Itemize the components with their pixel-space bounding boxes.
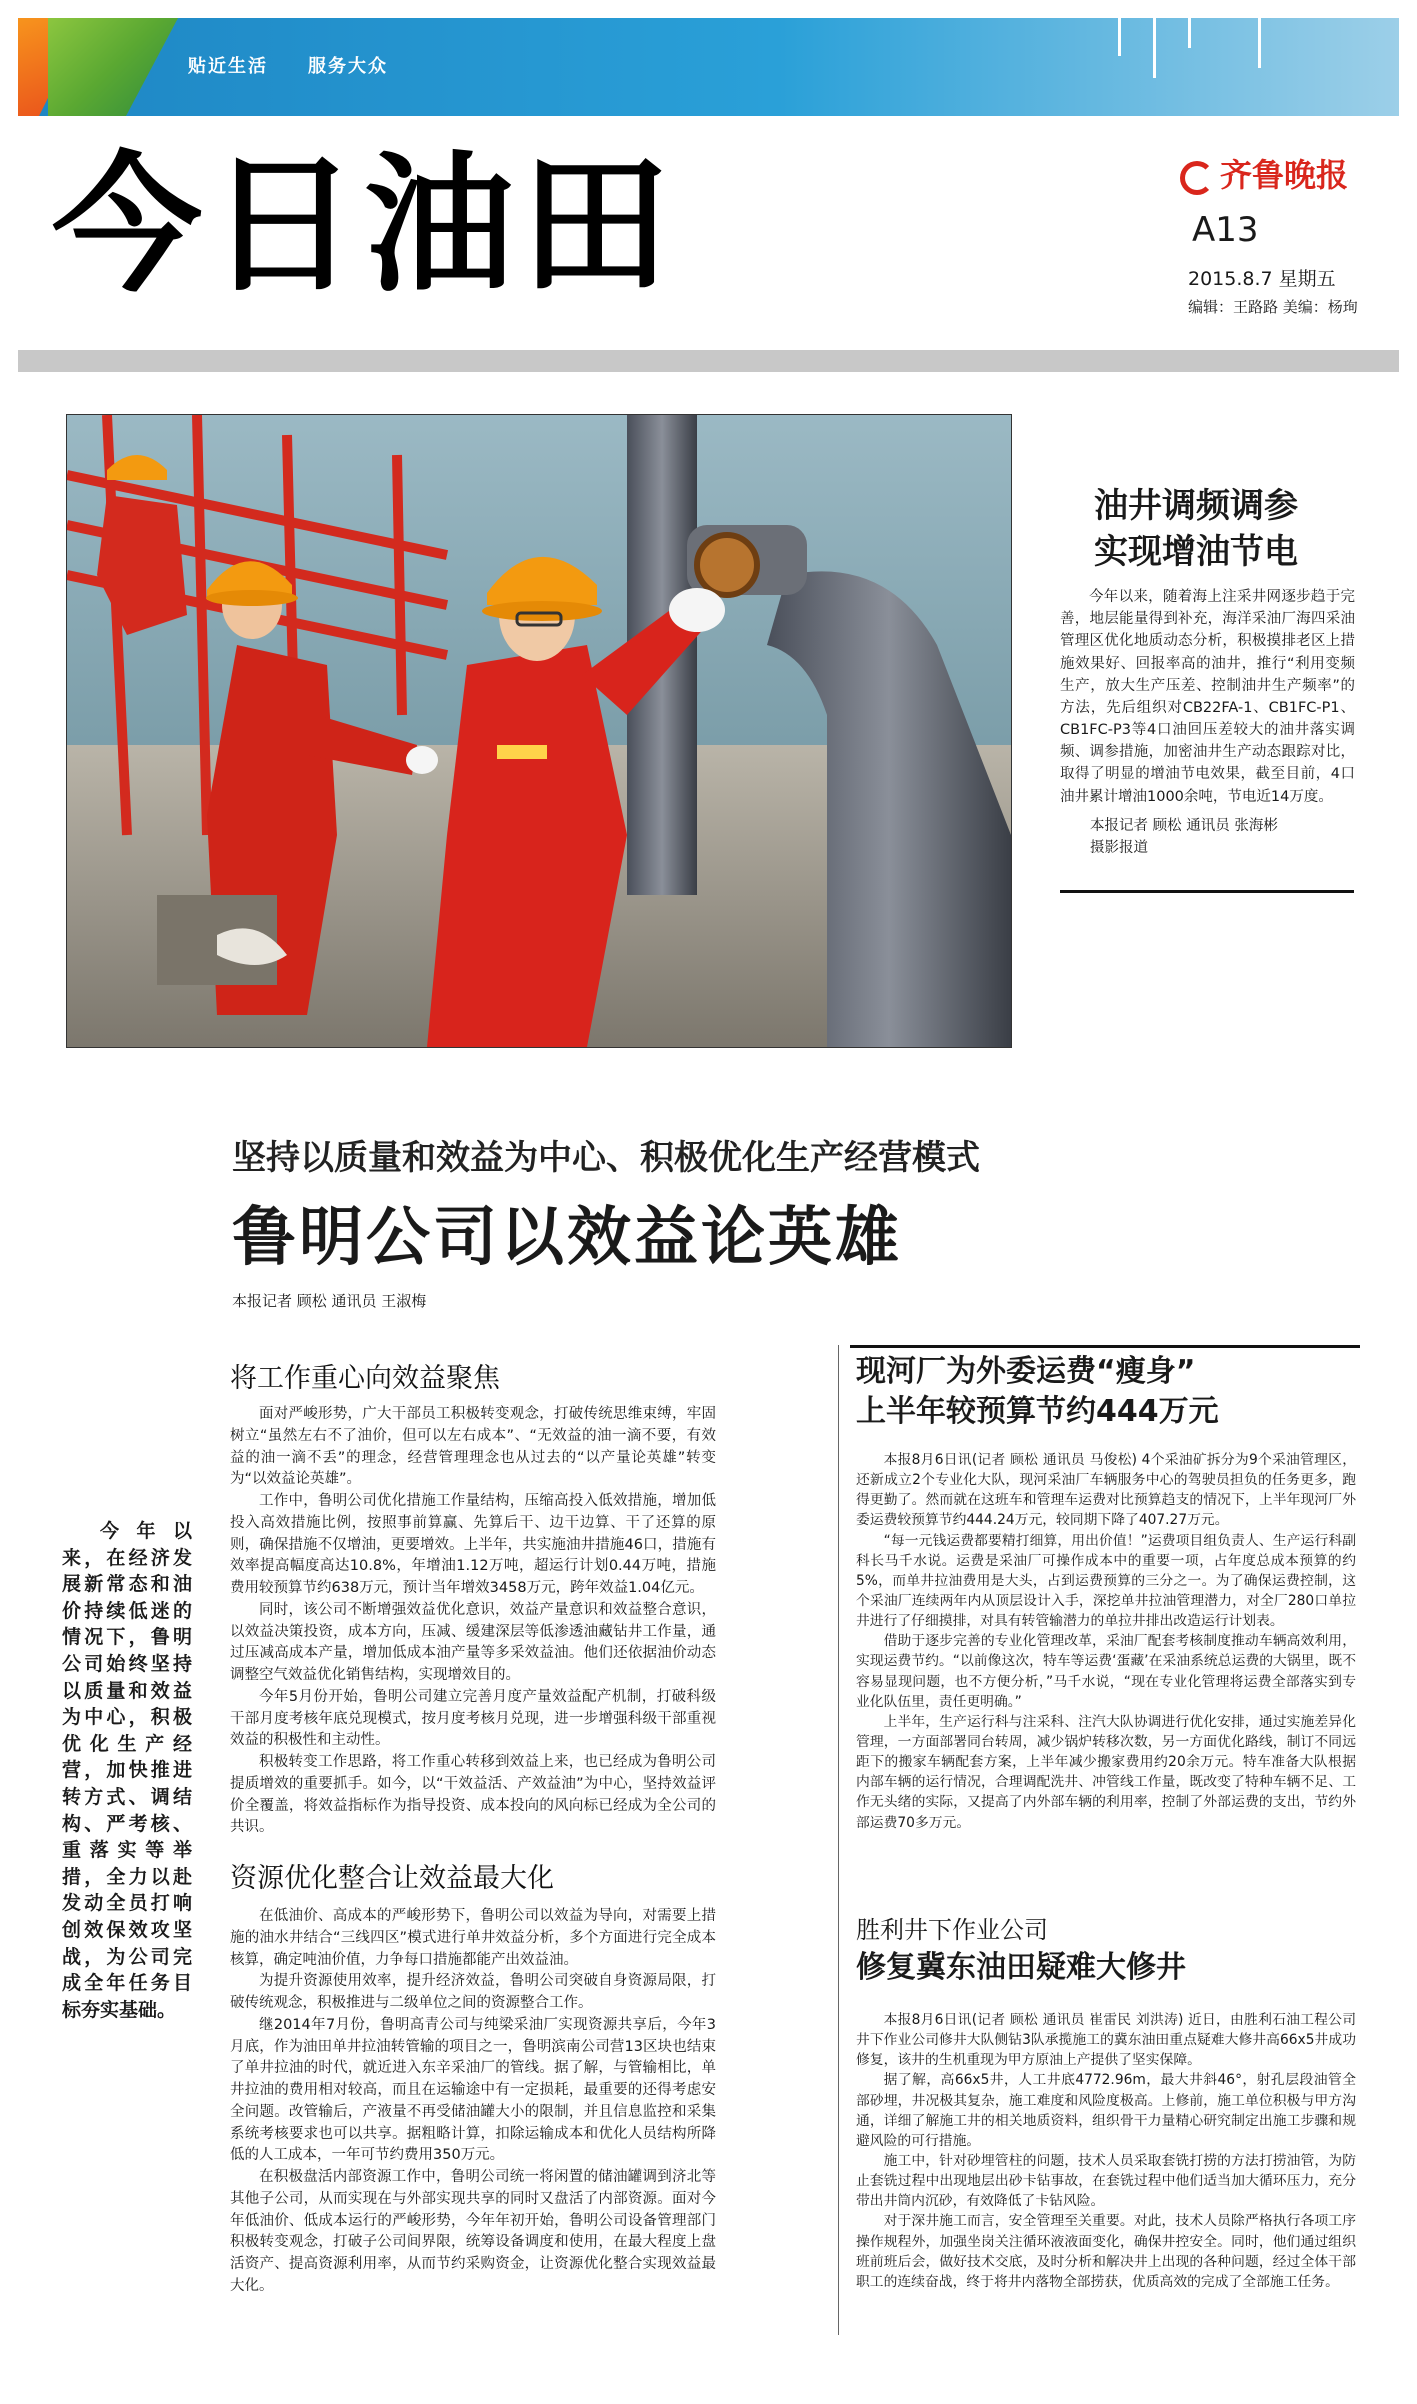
photo-illustration [67,415,1011,1047]
issue-date: 2015.8.7 星期五 [1188,268,1336,290]
banner-slogan-1: 贴近生活 [188,56,268,77]
right-story-2-paragraph: 本报8月6日讯(记者 顾松 通讯员 崔雷民 刘洪涛) 近日，由胜利石油工程公司井下作业公司修井大队侧钻3队承揽施工的冀东油田重点疑难大修井高66x5井成功修复，该井的生机重现为甲方原油上产提供了坚实保障。 [856,2012,1356,2069]
section-2-paragraph: 在积极盘活内部资源工作中，鲁明公司统一将闲置的储油罐调到济北等其他子公司，从而实现在与外部实现共享的同时又盘活了内部资源。面对今年低油价、低成本运行的严峻形势，今年年初开始，鲁明公司设备管理部门积极转变观念，打破子公司间界限，统筹设备调度和使用，在最大程度上盘活资产、提高资源利用率，从而节约采购资金，让资源优化整合实现效益最大化。 [230,2169,716,2294]
right-story-1-title-line-1: 现河厂为外委运费“瘦身” [856,1354,1196,1389]
sidebar-paragraph: 今年以来，随着海上注采井网逐步趋于完善，地层能量得到补充，海洋采油厂海四采油管理区优化地质动态分析，积极摸排老区上措施效果好、回报率高的油井，推行“利用变频生产，放大生产压差、控制油井生产频率”的方法，先后组织对CB22FA-1、CB1FC-P1、CB1FC-P3等4口油回压差较大的油井落实调频、调参措施，加密油井生产动态跟踪对比，取得了明显的增油节电效果，截至目前，4口油井累计增油1000余吨，节电近14万度。 [1060,589,1355,805]
banner-decor-line [1153,18,1156,78]
right-column-rule [850,1345,1360,1348]
section-1-paragraph: 今年5月份开始，鲁明公司建立完善月度产量效益配产机制，打破科级干部月度考核年底兑现模式，按月度考核月兑现，进一步增强科级干部重视效益的积极性和主动性。 [230,1688,716,1749]
lead-paragraph: 今年以来，在经济发展新常态和油价持续低迷的情况下，鲁明公司始终坚持以质量和效益为中心，积极优化生产经营，加快推进转方式、调结构、严考核、重落实等举措，全力以赴发动全员打响创效保效攻坚战，为公司完成全年任务目标夯实基础。 [62,1520,192,2021]
top-banner [18,18,1399,116]
right-story-1-paragraph: 借助于逐步完善的专业化管理改革，采油厂配套考核制度推动车辆高效利用，实现运费节约。“以前像这次，特车等运费‘蛋藏’在采油系统总运费的大锅里，既不容易显现问题，也不方便分析，”马千水说，“现在专业化管理将运费全部落实到专业化队伍里，责任更明确。” [856,1633,1356,1710]
sidebar-rule [1060,890,1354,893]
banner-decor-line [1118,18,1121,56]
main-kicker: 坚持以质量和效益为中心、积极优化生产经营模式 [232,1138,980,1178]
sidebar-story-body [1060,586,1355,808]
section-2-heading: 资源优化整合让效益最大化 [230,1863,554,1894]
section-1-paragraph: 积极转变工作思路，将工作重心转移到效益上来，也已经成为鲁明公司提质增效的重要抓手。如今，以“干效益活、产效益油”为中心，坚持效益评价全覆盖，将效益指标作为指导投资、成本投向的风向标已经成为全公司的共识。 [230,1754,716,1836]
section-2-paragraph: 继2014年7月份，鲁明高青公司与纯梁采油厂实现资源共享后，今年3月底，作为油田单井拉油转管输的项目之一，鲁明滨南公司营13区块也结束了单井拉油的时代，就近进入东辛采油厂的管线。据了解，与管输相比，单井拉油的费用相对较高，而且在运输途中有一定损耗，最重要的还得考虑安全问题。改管输后，产液量不再受储油罐大小的限制，并且信息监控和采集系统考核要求也可以共享。据粗略计算，扣除运输成本和优化人员结构所降低的人工成本，一年可节约费用350万元。 [230,2016,716,2164]
paper-name: 齐鲁晚报 [1220,156,1349,194]
section-2-paragraph: 为提升资源使用效率，提升经济效益，鲁明公司突破自身资源局限，打破传统观念，积极推进与二级单位之间的资源整合工作。 [230,1973,716,2011]
page-number: A13 [1192,210,1259,250]
sidebar-title-line-2: 实现增油节电 [1094,531,1298,572]
masthead-rule [18,350,1399,372]
right-story-1-paragraph: 本报8月6日讯(记者 顾松 通讯员 马俊松) 4个采油矿拆分为9个采油管理区，还新成立2个专业化大队，现河采油厂车辆服务中心的驾驶员担负的任务更多，跑得更勤了。然而就在这班车和管理车运费对比预算趋支的情况下，上半年现河厂外委运费较预算节约444.24万元，较同期下降了407.27万元。 [856,1452,1356,1529]
section-2-paragraph: 在低油价、高成本的严峻形势下，鲁明公司以效益为导向，对需要上措施的油水井结合“三线四区”模式进行单井效益分析，多个方面进行完全成本核算，确定吨油价值，力争每口措施都能产出效益油。 [230,1908,716,1968]
workers-on-oil-platform-photo [66,414,1012,1048]
right-story-2-body [856,2010,1356,2292]
paper-logo [1180,150,1348,196]
sidebar-credit: 本报记者 顾松 通讯员 张海彬 [1090,818,1278,834]
section-1-heading: 将工作重心向效益聚焦 [230,1363,500,1394]
right-story-2-paragraph: 施工中，针对砂埋管柱的问题，技术人员采取套铣打捞的方法打捞油管，为防止套铣过程中出现地层出砂卡钻事故，在套铣过程中他们适当加大循环压力，充分带出井筒内沉砂，有效降低了卡钻风险。 [856,2152,1356,2210]
main-byline: 本报记者 顾松 通讯员 王淑梅 [232,1292,427,1310]
sidebar-photo-credit: 摄影报道 [1090,840,1148,856]
lead-column [62,1518,192,2023]
banner-decor-green [48,18,178,116]
banner-slogan [188,52,428,78]
paper-logo-icon [1180,161,1214,195]
right-story-1-title [856,1352,1219,1432]
column-divider [838,1345,839,2335]
banner-slogan-2: 服务大众 [308,56,388,77]
section-1-paragraph: 同时，该公司不断增强效益优化意识，效益产量意识和效益整合意识，以效益决策投资，成本方向，压减、缓建深层等低渗透油藏钻井工作量，通过压减高成本产量，增加低成本油产量等多采效益油。他们还依据油价动态调整空气效益优化销售结构，实现增效目的。 [230,1601,716,1683]
sidebar-title-line-1: 油井调频调参 [1094,486,1298,526]
section-1-body [230,1404,716,1839]
banner-decor-line [1258,18,1261,68]
right-story-2-paragraph: 对于深井施工而言，安全管理至关重要。对此，技术人员除严格执行各项工序操作规程外，加强坐岗关注循环液液面变化，确保井控安全。同时，他们通过组织班前班后会，做好技术交底，及时分析和解决井上出现的各种问题，经过全体干部职工的连续奋战，终于将井内落物全部捞获，优质高效的完成了全部施工任务。 [856,2213,1356,2290]
section-1-paragraph: 面对严峻形势，广大干部员工积极转变观念，打破传统思维束缚，牢固树立“虽然左右不了油价，但可以左右成本”、“无效益的油一滴不要，有效益的油一滴不丢”的理念，经营管理理念也从过去的“以产量论英雄”转变为“以效益论英雄”。 [230,1406,716,1488]
section-title: 今日油田 [52,137,677,313]
right-story-2-paragraph: 据了解，高66x5井，人工井底4772.96m，最大井斜46°，射孔层段油管全部砂埋，井况极其复杂，施工难度和风险度极高。上修前，施工单位积极与甲方沟通，详细了解施工井的相关地质资料，组织骨干力量精心研究制定出施工步骤和规避风险的可行措施。 [856,2072,1356,2149]
right-story-1-paragraph: “每一元钱运费都要精打细算，用出价值！”运费项目组负责人、生产运行科副科长马千水说。运费是采油厂可操作成本中的重要一项，占年度总成本预算的约5%，而单井拉油费用是大头，占到运费预算的三分之一。为了确保运费控制，这个采油厂连续两年内从顶层设计入手，深挖单井拉油管理潜力，对全厂280口单拉井进行了仔细摸排，对具有转管输潜力的单拉井排出改造运行计划表。 [856,1532,1356,1630]
right-story-1-body [856,1450,1356,1833]
sidebar-story-title [1094,484,1354,576]
right-story-1-paragraph: 上半年，生产运行科与注采科、注汽大队协调进行优化安排，通过实施差异化管理，一方面部署同台转周，减少锅炉转移次数，另一方面优化路线，制订不同远距下的搬家车辆配套方案，上半年减少搬家费用约20余万元。特车准备大队根据内部车辆的运行情况，合理调配洗井、冲管线工作量，既改变了特种车辆不足、工作无头绪的实际，又提高了内外部车辆的利用率，控制了外部运费的支出，节约外部运费70多万元。 [856,1713,1356,1831]
section-1-paragraph: 工作中，鲁明公司优化措施工作量结构，压缩高投入低效措施，增加低投入高效措施比例，按照事前算赢、先算后干、边干边算、干了还算的原则，确保措施不仅增油，更要增效。上半年，共实施油井措施46口，措施有效率提高幅度高达10.8%，年增油1.12万吨，超运行计划0.44万吨，措施费用较预算节约638万元，预计当年增效3458万元，跨年效益1.04亿元。 [230,1493,716,1596]
section-2-body [230,1906,716,2298]
banner-decor-line [1188,18,1191,48]
right-story-1-title-line-2: 上半年较预算节约444万元 [856,1393,1219,1429]
right-story-2-title: 修复冀东油田疑难大修井 [856,1950,1186,1985]
right-story-2-subtitle: 胜利井下作业公司 [856,1916,1048,1944]
main-headline: 鲁明公司以效益论英雄 [232,1200,902,1275]
editors-line: 编辑：王路路 美编：杨珣 [1188,298,1358,316]
